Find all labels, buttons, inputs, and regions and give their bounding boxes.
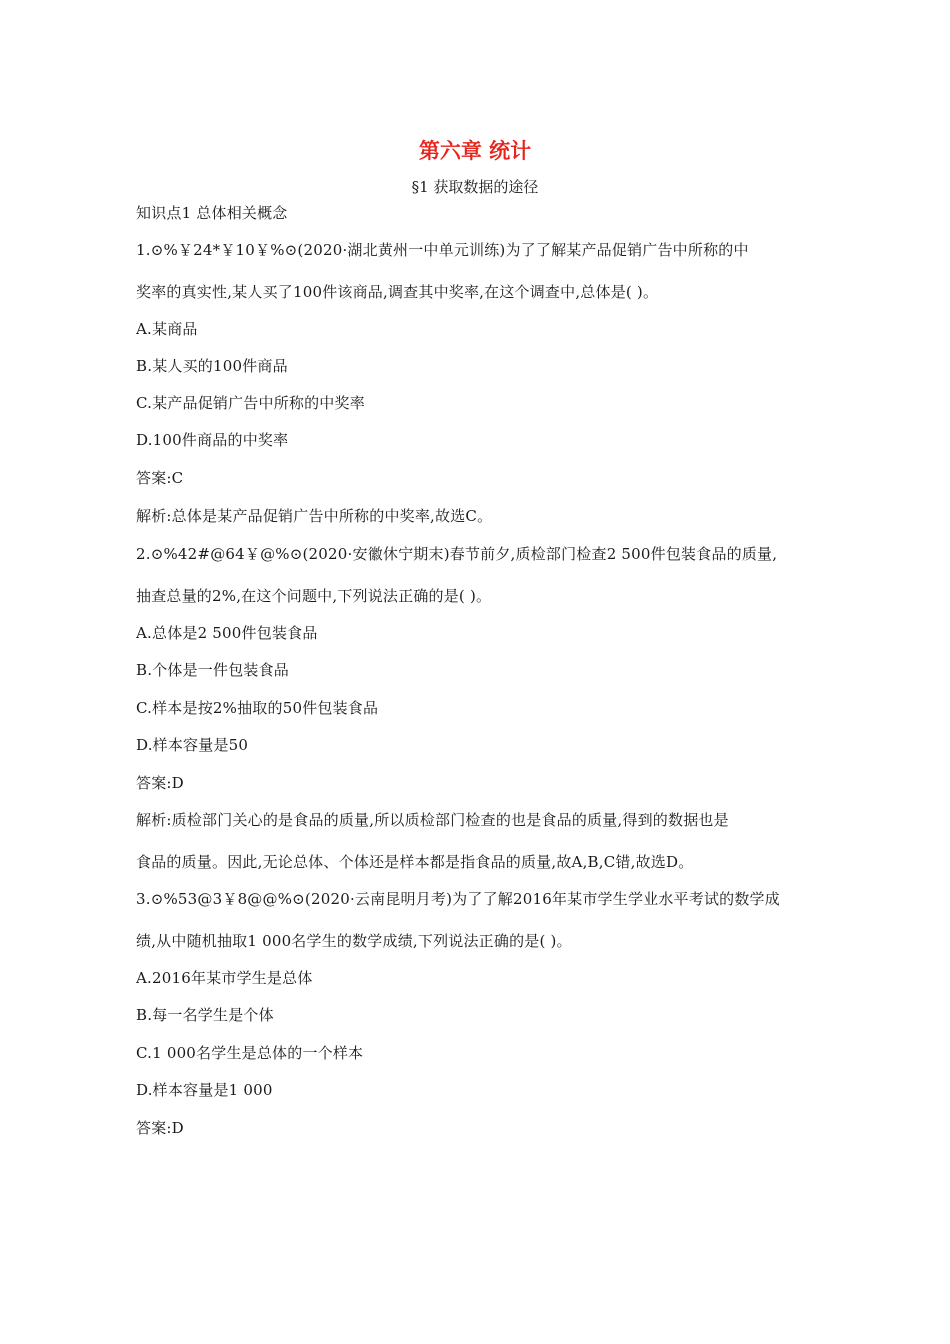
q1-answer: 答案:C (136, 469, 184, 487)
q1-option-b: B.某人买的100件商品 (136, 357, 288, 375)
q3-option-d: D.样本容量是1 000 (136, 1081, 273, 1099)
q1-option-d: D.100件商品的中奖率 (136, 431, 289, 449)
q1-option-a: A.某商品 (136, 320, 198, 338)
q3-option-a: A.2016年某市学生是总体 (136, 969, 313, 987)
q2-stem-line2: 抽查总量的2%,在这个问题中,下列说法正确的是( )。 (136, 587, 492, 605)
q3-stem-line2: 绩,从中随机抽取1 000名学生的数学成绩,下列说法正确的是( )。 (136, 932, 572, 950)
q3-option-c: C.1 000名学生是总体的一个样本 (136, 1044, 364, 1062)
knowledge-point-heading: 知识点1 总体相关概念 (136, 204, 288, 222)
chapter-title: 第六章 统计 (418, 139, 532, 163)
q3-answer: 答案:D (136, 1119, 184, 1137)
q1-analysis: 解析:总体是某产品促销广告中所称的中奖率,故选C。 (136, 507, 493, 525)
section-title: §1 获取数据的途径 (411, 178, 539, 196)
q1-stem-line1: 1.⊙%￥24*￥10￥%⊙(2020·湖北黄州一中单元训练)为了了解某产品促销广告中所称的中 (136, 241, 749, 259)
q3-option-b: B.每一名学生是个体 (136, 1006, 274, 1024)
q2-analysis-line1: 解析:质检部门关心的是食品的质量,所以质检部门检查的也是食品的质量,得到的数据也是 (136, 811, 729, 829)
q2-answer: 答案:D (136, 774, 184, 792)
q2-option-a: A.总体是2 500件包装食品 (136, 624, 318, 642)
q3-stem-line1: 3.⊙%53@3￥8@@%⊙(2020·云南昆明月考)为了了解2016年某市学生学业水平考试的数学成 (136, 890, 780, 908)
q2-option-d: D.样本容量是50 (136, 736, 249, 754)
q1-option-c: C.某产品促销广告中所称的中奖率 (136, 394, 365, 412)
q2-option-c: C.样本是按2%抽取的50件包装食品 (136, 699, 379, 717)
q2-analysis-line2: 食品的质量。因此,无论总体、个体还是样本都是指食品的质量,故A,B,C错,故选D。 (136, 853, 694, 871)
q2-stem-line1: 2.⊙%42#@64￥@%⊙(2020·安徽休宁期末)春节前夕,质检部门检查2 500件包装食品的质量, (136, 545, 778, 563)
q1-stem-line2: 奖率的真实性,某人买了100件该商品,调查其中奖率,在这个调查中,总体是( )。 (136, 283, 659, 301)
q2-option-b: B.个体是一件包装食品 (136, 661, 289, 679)
